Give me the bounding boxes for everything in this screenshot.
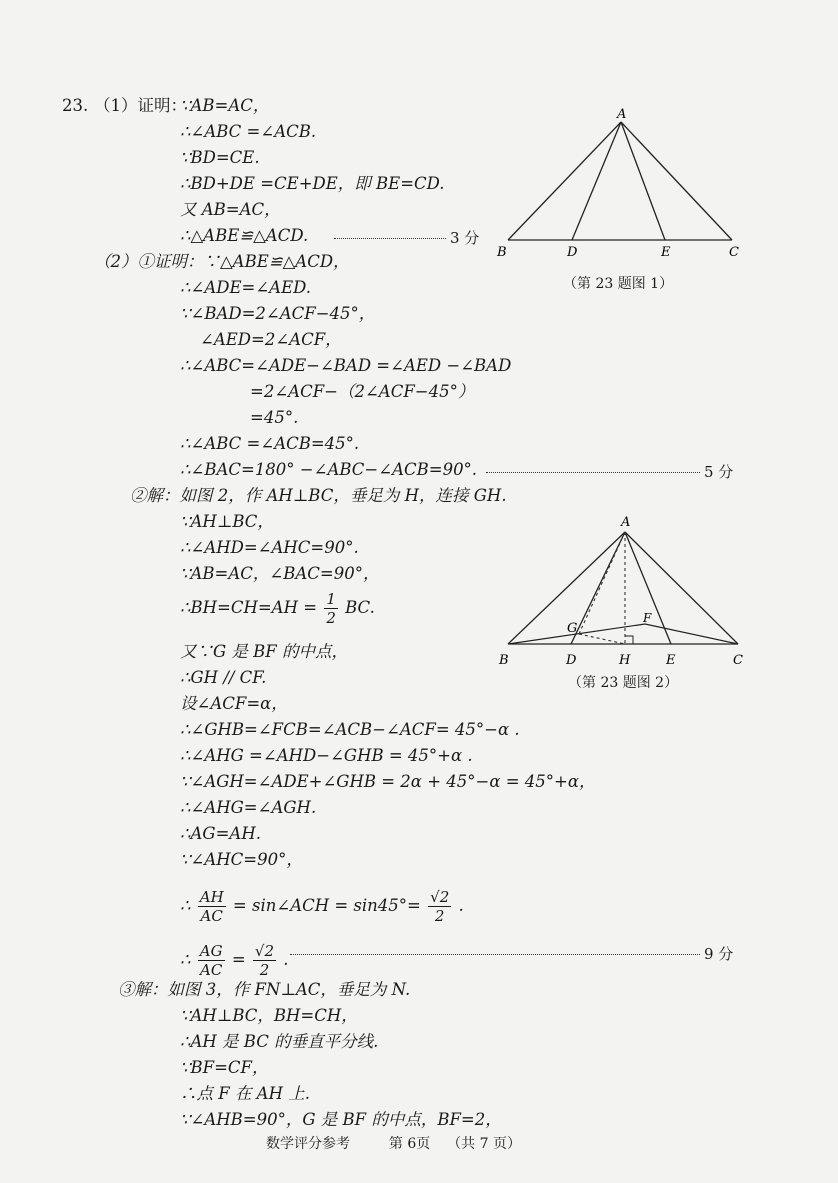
ah-ac-num: AH xyxy=(199,888,224,906)
part2b-l15-post: . xyxy=(283,950,289,969)
part2c-line-1: ∵AH⊥BC，BH=CH， xyxy=(180,1006,358,1025)
half-fraction-den: 2 xyxy=(326,609,336,627)
part2-score: 5 分 xyxy=(704,463,734,481)
part1-line-6: ∴△ABE≌△ACD. xyxy=(180,226,309,245)
part2b-l15-pre: ∴ xyxy=(180,950,191,969)
root2-num: √2 xyxy=(430,888,450,906)
root2-den: 2 xyxy=(434,907,445,925)
part2-line-5: =2∠ACF−（2∠ACF−45°） xyxy=(250,382,475,401)
part2b-line-5: 又∵G 是 BF 的中点， xyxy=(180,642,348,661)
figure-1 xyxy=(495,108,745,258)
figure-2-caption: （第 23 题图 2） xyxy=(568,675,679,691)
part2b-line-7: 设∠ACF=α， xyxy=(180,694,288,713)
part2b-line-15 xyxy=(180,942,289,979)
part2b-l15-mid: = xyxy=(231,950,246,969)
part2c-line-2: ∴AH 是 BC 的垂直平分线. xyxy=(180,1032,379,1051)
part2b-l14-pre: ∴ xyxy=(180,896,191,915)
fig1-label-B: B xyxy=(497,245,507,258)
fig1-label-E: E xyxy=(661,245,671,258)
root2-den-2: 2 xyxy=(259,961,270,979)
part2-line-3: ∠AED=2∠ACF， xyxy=(200,330,342,349)
fig2-label-G: G xyxy=(567,621,578,636)
page-footer xyxy=(266,1134,521,1154)
part2b-line-13: ∵∠AHC=90°， xyxy=(180,850,303,869)
part2-line-6: =45°. xyxy=(250,408,299,427)
root2-fraction-2 xyxy=(253,942,276,979)
part2-line-8: ∴∠BAC=180° −∠ABC−∠ACB=90°. xyxy=(180,460,478,479)
part2-line-4: ∴∠ABC=∠ADE−∠BAD =∠AED −∠BAD xyxy=(180,356,512,375)
root2-fraction xyxy=(428,888,451,925)
part2c-line-5: ∵∠AHB=90°，G 是 BF 的中点，BF=2， xyxy=(180,1110,502,1129)
half-fraction xyxy=(324,590,338,627)
fig2-label-A: A xyxy=(621,515,631,530)
part1-label: （1）证明： xyxy=(94,96,187,115)
part2b-line-10: ∵∠AGH=∠ADE+∠GHB = 2α + 45°−α = 45°+α， xyxy=(180,772,596,791)
part1-score: 3 分 xyxy=(450,229,480,247)
part2c-line-3: ∵BF=CF， xyxy=(180,1058,269,1077)
part2c-line-4: ∴点 F 在 AH 上. xyxy=(180,1084,310,1103)
fig2-label-E: E xyxy=(666,653,676,668)
root2-num-2: √2 xyxy=(254,942,275,960)
part2b-head: ②解：如图 2，作 AH⊥BC，垂足为 H，连接 GH. xyxy=(130,486,507,505)
problem-number: 23. xyxy=(62,96,89,115)
part2-line-1: ∴∠ADE=∠AED. xyxy=(180,278,312,297)
score-leader-dots xyxy=(486,472,700,473)
part2-head: （2）①证明：∵△ABE≌△ACD， xyxy=(94,252,350,271)
score-leader-dots xyxy=(334,238,446,239)
footer-page: 第 6页 xyxy=(388,1136,431,1152)
part2b-score: 9 分 xyxy=(704,945,734,963)
part2b-line-8: ∴∠GHB=∠FCB=∠ACB−∠ACF= 45°−α . xyxy=(180,720,520,739)
part2b-line-12: ∴AG=AH. xyxy=(180,824,261,843)
part2b-line-9: ∴∠AHG =∠AHD−∠GHB = 45°+α . xyxy=(180,746,473,765)
part1-line-4: ∴BD+DE =CE+DE，即 BE=CD. xyxy=(180,174,445,193)
fig1-label-A: A xyxy=(617,108,627,122)
ag-ac-num: AG xyxy=(199,942,223,960)
part1-line-5: 又 AB=AC， xyxy=(180,200,281,219)
ah-ac-fraction xyxy=(198,888,226,925)
figure-1-caption: （第 23 题图 1） xyxy=(563,276,674,292)
part2-line-7: ∴∠ABC =∠ACB=45°. xyxy=(180,434,360,453)
part2b-l4-pre: ∴BH=CH=AH = xyxy=(180,598,318,617)
ag-ac-den: AC xyxy=(200,961,223,979)
part2b-line-14 xyxy=(180,888,464,925)
part2b-l4-post: BC. xyxy=(345,598,375,617)
ag-ac-fraction xyxy=(198,942,225,979)
fig2-label-F: F xyxy=(643,611,652,625)
footer-total: （共 7 页） xyxy=(447,1136,521,1152)
part2c-head: ③解：如图 3，作 FN⊥AC，垂足为 N. xyxy=(118,980,411,999)
part1-line-2: ∴∠ABC =∠ACB. xyxy=(180,122,317,141)
part1-line-1: ∵AB=AC， xyxy=(180,96,270,115)
fig2-label-C: C xyxy=(733,653,743,668)
part2b-line-1: ∵AH⊥BC， xyxy=(180,512,274,531)
fig2-label-H: H xyxy=(619,653,631,668)
part2-line-2: ∵∠BAD=2∠ACF−45°， xyxy=(180,304,376,323)
fig1-label-D: D xyxy=(567,245,578,258)
fig2-label-B: B xyxy=(499,653,509,668)
footer-subject: 数学评分参考 xyxy=(266,1136,350,1152)
part2b-line-6: ∴GH // CF. xyxy=(180,668,267,687)
part2b-line-11: ∴∠AHG=∠AGH. xyxy=(180,798,317,817)
part2b-line-4 xyxy=(180,590,375,627)
fig1-label-C: C xyxy=(729,245,739,258)
figure-2 xyxy=(495,512,755,672)
ah-ac-den: AC xyxy=(200,907,223,925)
fig2-label-D: D xyxy=(566,653,577,668)
part2b-l14-mid: = sin∠ACH = sin45°= xyxy=(232,896,421,915)
part1-line-3: ∵BD=CE. xyxy=(180,148,260,167)
part2b-line-2: ∴∠AHD=∠AHC=90°. xyxy=(180,538,359,557)
part2b-line-3: ∵AB=AC，∠BAC=90°， xyxy=(180,564,380,583)
score-leader-dots xyxy=(290,954,700,955)
half-fraction-num: 1 xyxy=(326,590,336,608)
part2b-l14-post: . xyxy=(458,896,464,915)
